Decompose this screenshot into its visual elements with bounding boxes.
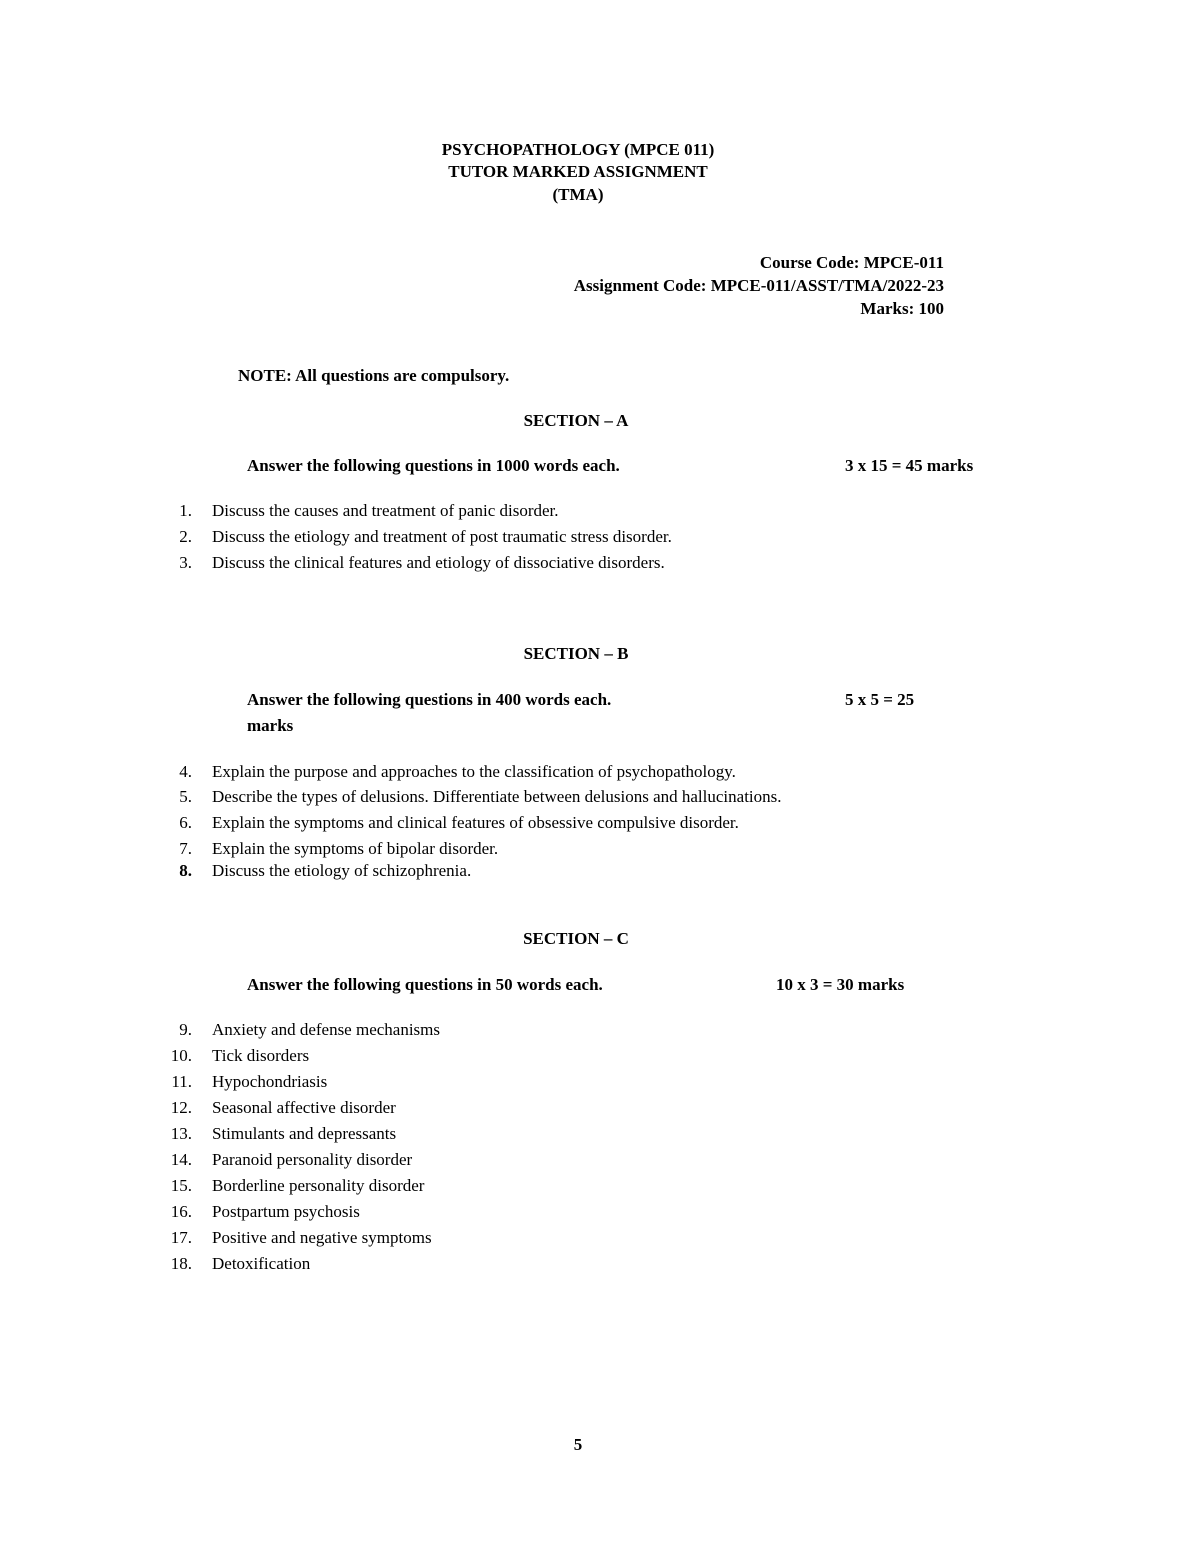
question-text: Seasonal affective disorder [212,1098,396,1117]
question-text: Tick disorders [212,1046,310,1065]
assignment-code: Assignment Code: MPCE-011/ASST/TMA/2022-23 [573,276,944,295]
document-subtitle-abbrev: (TMA) [552,185,604,204]
question-text: Anxiety and defense mechanisms [212,1020,441,1039]
question-number: 5. [179,787,192,806]
question-number: 7. [179,839,192,858]
question-text: Hypochondriasis [212,1072,328,1091]
document-title: PSYCHOPATHOLOGY (MPCE 011) [441,140,715,159]
question-number: 2. [179,527,192,546]
question-text: Postpartum psychosis [212,1202,360,1221]
question-text: Explain the symptoms of bipolar disorder. [212,839,499,858]
question-number: 13. [170,1124,192,1143]
question-text: Describe the types of delusions. Differentiate between delusions and hallucinations. [212,787,782,806]
page-number: 5 [573,1435,583,1454]
question-number: 6. [179,813,192,832]
question-text: Discuss the causes and treatment of panic disorder. [212,501,559,520]
question-text: Detoxification [212,1254,311,1273]
question-number: 16. [170,1202,192,1221]
course-code: Course Code: MPCE-011 [759,253,944,272]
note-text: NOTE: All questions are compulsory. [238,366,510,385]
question-text: Paranoid personality disorder [212,1150,413,1169]
section-c-marks: 10 x 3 = 30 marks [776,975,905,994]
document-subtitle: TUTOR MARKED ASSIGNMENT [448,162,708,181]
question-number: 3. [179,553,192,572]
question-number: 17. [170,1228,192,1247]
question-number: 14. [170,1150,192,1169]
question-text: Stimulants and depressants [212,1124,397,1143]
question-number: 9. [179,1020,192,1039]
question-number: 8. [179,861,192,880]
section-a-heading: SECTION – A [523,411,629,430]
section-b-instruction: Answer the following questions in 400 words each. [247,690,612,709]
question-number: 1. [179,501,192,520]
question-number: 15. [170,1176,192,1195]
question-number: 10. [170,1046,192,1065]
section-c-instruction: Answer the following questions in 50 words each. [247,975,603,994]
section-b-marks: 5 x 5 = 25 [845,690,915,709]
section-a-marks: 3 x 15 = 45 marks [845,456,974,475]
question-number: 12. [170,1098,192,1117]
question-text: Discuss the clinical features and etiology of dissociative disorders. [212,553,665,572]
question-text: Discuss the etiology of schizophrenia. [212,861,472,880]
total-marks: Marks: 100 [860,299,944,318]
question-text: Discuss the etiology and treatment of post traumatic stress disorder. [212,527,672,546]
question-text: Positive and negative symptoms [212,1228,432,1247]
question-text: Explain the purpose and approaches to the classification of psychopathology. [212,762,736,781]
question-text: Borderline personality disorder [212,1176,425,1195]
question-number: 4. [179,762,192,781]
section-b-marks-wrap: marks [247,716,294,735]
section-b-heading: SECTION – B [523,644,629,663]
question-text: Explain the symptoms and clinical features of obsessive compulsive disorder. [212,813,739,832]
section-c-heading: SECTION – C [523,929,629,948]
question-number: 11. [171,1072,192,1091]
section-a-instruction: Answer the following questions in 1000 words each. [247,456,620,475]
question-number: 18. [170,1254,192,1273]
